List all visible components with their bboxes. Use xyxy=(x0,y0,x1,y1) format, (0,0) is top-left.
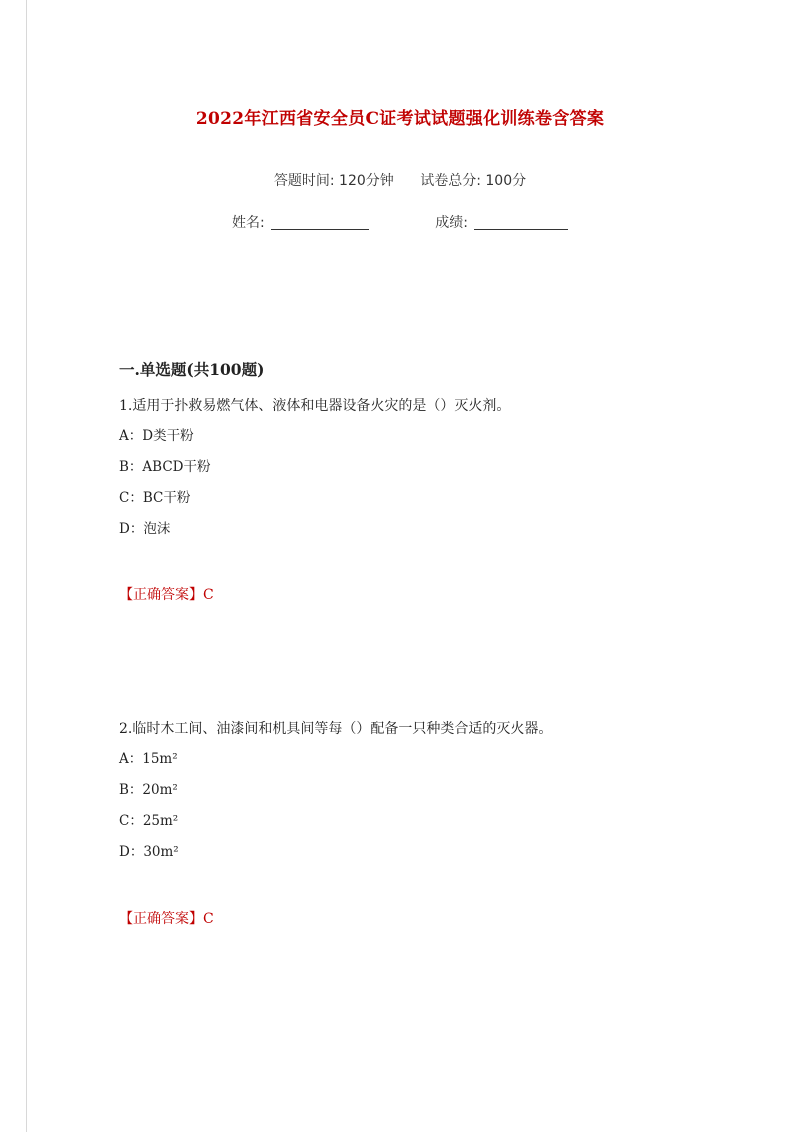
name-field xyxy=(232,212,369,232)
name-blank xyxy=(271,215,369,230)
answer-1: 【正确答案】C xyxy=(119,587,214,603)
question-text: 2.临时木工间、油漆间和机具间等每（）配备一只种类合适的灭火器。 xyxy=(119,721,553,737)
name-label: 姓名: xyxy=(232,215,265,231)
option-b: B：20m² xyxy=(119,782,178,798)
option-c: C：25m² xyxy=(119,813,179,829)
option-d: D：泡沫 xyxy=(119,521,171,537)
option-b: B：ABCD干粉 xyxy=(119,459,211,475)
document-title: 2022年江西省安全员C证考试试题强化训练卷含答案 xyxy=(195,109,605,129)
option-c: C：BC干粉 xyxy=(119,490,191,506)
question-1 xyxy=(119,395,510,549)
student-info-row xyxy=(0,212,800,232)
option-a: A：15m² xyxy=(119,751,178,767)
question-text: 1.适用于扑救易燃气体、液体和电器设备火灾的是（）灭火剂。 xyxy=(119,398,511,414)
grade-field xyxy=(435,212,568,232)
question-2 xyxy=(119,718,552,872)
grade-label: 成绩: xyxy=(435,215,468,231)
grade-blank xyxy=(474,215,568,230)
option-d: D：30m² xyxy=(119,844,179,860)
total-score-label: 试卷总分: 100分 xyxy=(420,173,527,189)
time-label: 答题时间: 120分钟 xyxy=(273,173,394,189)
section-title: 一.单选题(共100题) xyxy=(119,360,265,379)
answer-2: 【正确答案】C xyxy=(119,911,214,927)
exam-info-row xyxy=(0,170,800,190)
option-a: A：D类干粉 xyxy=(119,428,194,444)
